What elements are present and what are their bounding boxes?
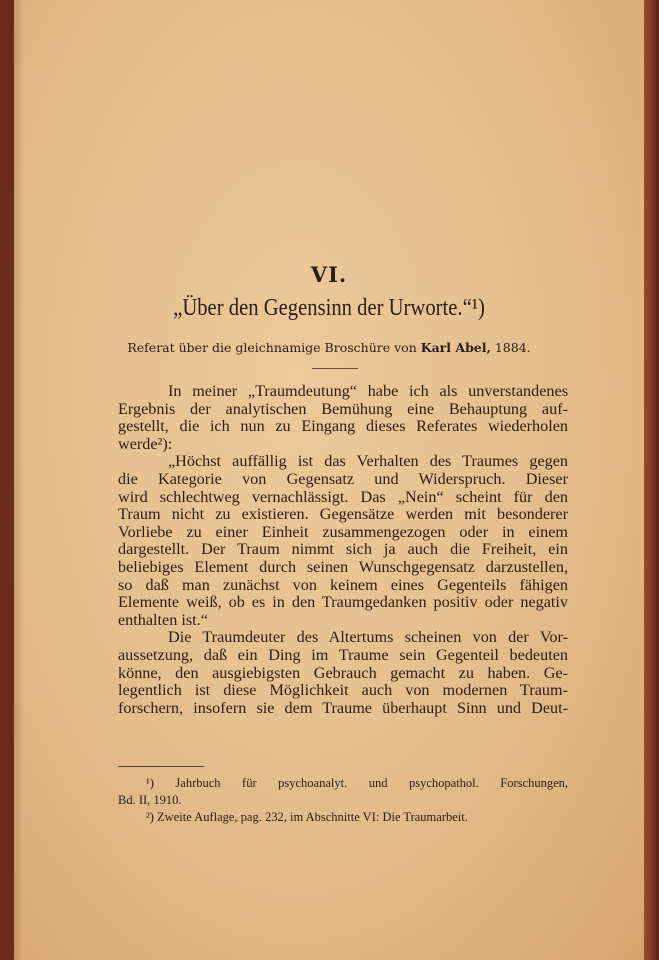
chapter-number: VI. bbox=[310, 262, 348, 287]
paragraph-1 bbox=[118, 383, 568, 453]
subtitle-text: Referat über die gleichnamige Broschüre von bbox=[127, 340, 421, 355]
text-line: wird schlechtweg vernachlässigt. Das „Nein“ scheint für den bbox=[118, 487, 568, 506]
paragraph-3 bbox=[118, 629, 568, 717]
text-line: „Höchst auffällig ist das Verhalten des Traumes gegen bbox=[168, 452, 568, 471]
subtitle-author: Karl Abel, bbox=[420, 340, 491, 355]
page-edge-shadow bbox=[14, 0, 24, 960]
text-line: In meiner „Traumdeutung“ habe ich als unverstandenes bbox=[168, 382, 568, 400]
text-line: könne, den ausgiebigsten Gebrauch gemacht zu haben. Ge- bbox=[118, 663, 568, 682]
footnotes bbox=[118, 775, 568, 826]
text-line: so daß man zunächst von keinem eines Gegenteils fähigen bbox=[118, 575, 568, 594]
chapter-title: „Über den Gegensinn der Urworte.“¹) bbox=[173, 295, 485, 321]
footnote-divider bbox=[118, 766, 204, 767]
text-line: Vorliebe zu einer Einheit zusammengezogen oder in einem bbox=[118, 522, 568, 541]
text-line: enthalten ist.“ bbox=[118, 610, 208, 629]
footnote-1-continued: Bd. II, 1910. bbox=[118, 793, 182, 807]
chapter-subtitle bbox=[14, 340, 644, 355]
title-divider bbox=[312, 368, 358, 369]
text-line: forschern, insofern sie dem Traume überhaupt Sinn und Deut- bbox=[118, 698, 568, 717]
text-line: legentlich ist diese Möglichkeit auch von modernen Traum- bbox=[118, 681, 568, 700]
footnote-1: ¹) Jahrbuch für psychoanalyt. und psychopathol. Forschungen, bbox=[146, 776, 568, 790]
paragraph-quote bbox=[118, 453, 568, 629]
text-line: dargestellt. Der Traum nimmt sich ja auch die Freiheit, ein bbox=[118, 540, 568, 559]
footnote-2: ²) Zweite Auflage, pag. 232, im Abschnitte VI: Die Traumarbeit. bbox=[146, 810, 468, 824]
subtitle-year: 1884. bbox=[490, 340, 531, 355]
text-line: Traum nicht zu existieren. Gegensätze werden mit besonderer bbox=[118, 505, 568, 524]
book-spine-edge bbox=[644, 0, 659, 960]
text-line: werde²): bbox=[118, 434, 173, 453]
text-line: Elemente weiß, ob es in den Traumgedanken positiv oder negativ bbox=[118, 593, 568, 612]
book-page bbox=[14, 0, 644, 960]
text-line: Die Traumdeuter des Altertums scheinen von der Vor- bbox=[168, 628, 568, 647]
text-line: Ergebnis der analytischen Bemühung eine Behauptung auf- bbox=[118, 399, 568, 418]
text-line: die Kategorie von Gegensatz und Widerspruch. Dieser bbox=[118, 469, 568, 488]
body-text bbox=[118, 383, 568, 717]
text-line: aussetzung, daß ein Ding im Traume sein Gegenteil bedeuten bbox=[118, 645, 568, 664]
text-line: gestellt, die ich nun zu Eingang dieses Referates wiederholen bbox=[118, 417, 568, 436]
text-line: beliebiges Element durch seinen Wunschgegensatz darzustellen, bbox=[118, 557, 568, 576]
